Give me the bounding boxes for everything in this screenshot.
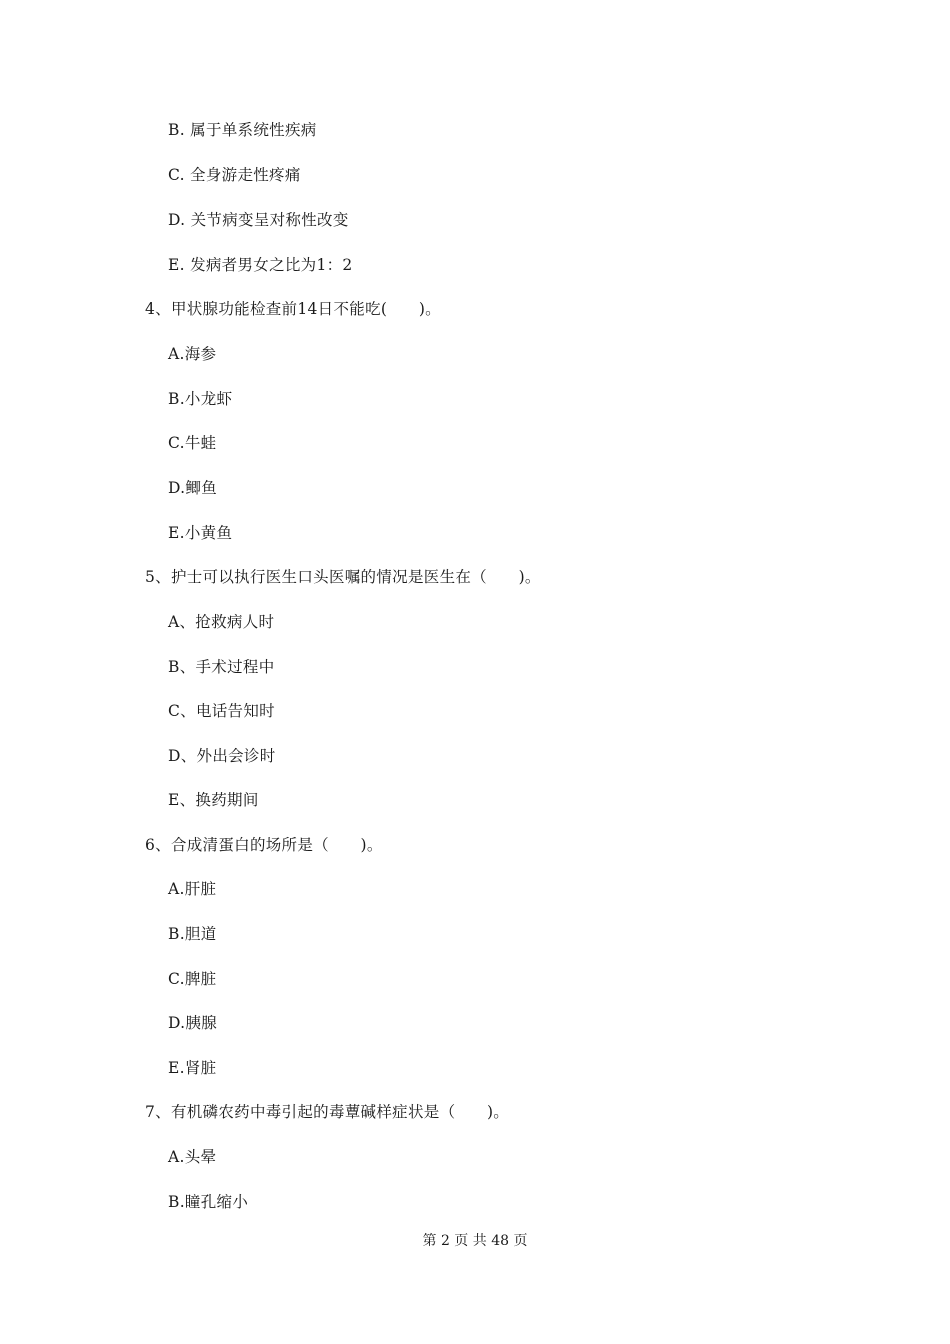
option-7-b: B.瞳孔缩小 <box>168 1193 249 1211</box>
question-4: 4、甲状腺功能检查前14日不能吃( )。 <box>145 300 441 318</box>
option-3-d: D. 关节病变呈对称性改变 <box>168 211 349 229</box>
option-5-a: A、抢救病人时 <box>168 613 275 631</box>
option-4-b: B.小龙虾 <box>168 390 233 408</box>
option-7-a: A.头晕 <box>168 1148 217 1166</box>
option-5-b: B、手术过程中 <box>168 658 275 676</box>
option-4-d: D.鲫鱼 <box>168 479 218 497</box>
option-6-b: B.胆道 <box>168 925 217 943</box>
question-7: 7、有机磷农药中毒引起的毒蕈碱样症状是（ )。 <box>145 1103 510 1121</box>
option-6-c: C.脾脏 <box>168 970 217 988</box>
option-4-c: C.牛蛙 <box>168 434 217 452</box>
option-5-d: D、外出会诊时 <box>168 747 276 765</box>
option-6-d: D.胰腺 <box>168 1014 218 1032</box>
option-6-e: E.肾脏 <box>168 1059 217 1077</box>
option-5-c: C、电话告知时 <box>168 702 275 720</box>
option-6-a: A.肝脏 <box>168 880 217 898</box>
option-3-e: E. 发病者男女之比为1：2 <box>168 256 353 274</box>
page-footer: 第 2 页 共 48 页 <box>422 1233 528 1249</box>
question-6: 6、合成清蛋白的场所是（ )。 <box>145 836 383 854</box>
option-3-b: B. 属于单系统性疾病 <box>168 121 317 139</box>
option-5-e: E、换药期间 <box>168 791 259 809</box>
option-3-c: C. 全身游走性疼痛 <box>168 166 301 184</box>
option-4-a: A.海参 <box>168 345 217 363</box>
option-4-e: E.小黄鱼 <box>168 524 233 542</box>
question-5: 5、护士可以执行医生口头医嘱的情况是医生在（ )。 <box>145 568 541 586</box>
